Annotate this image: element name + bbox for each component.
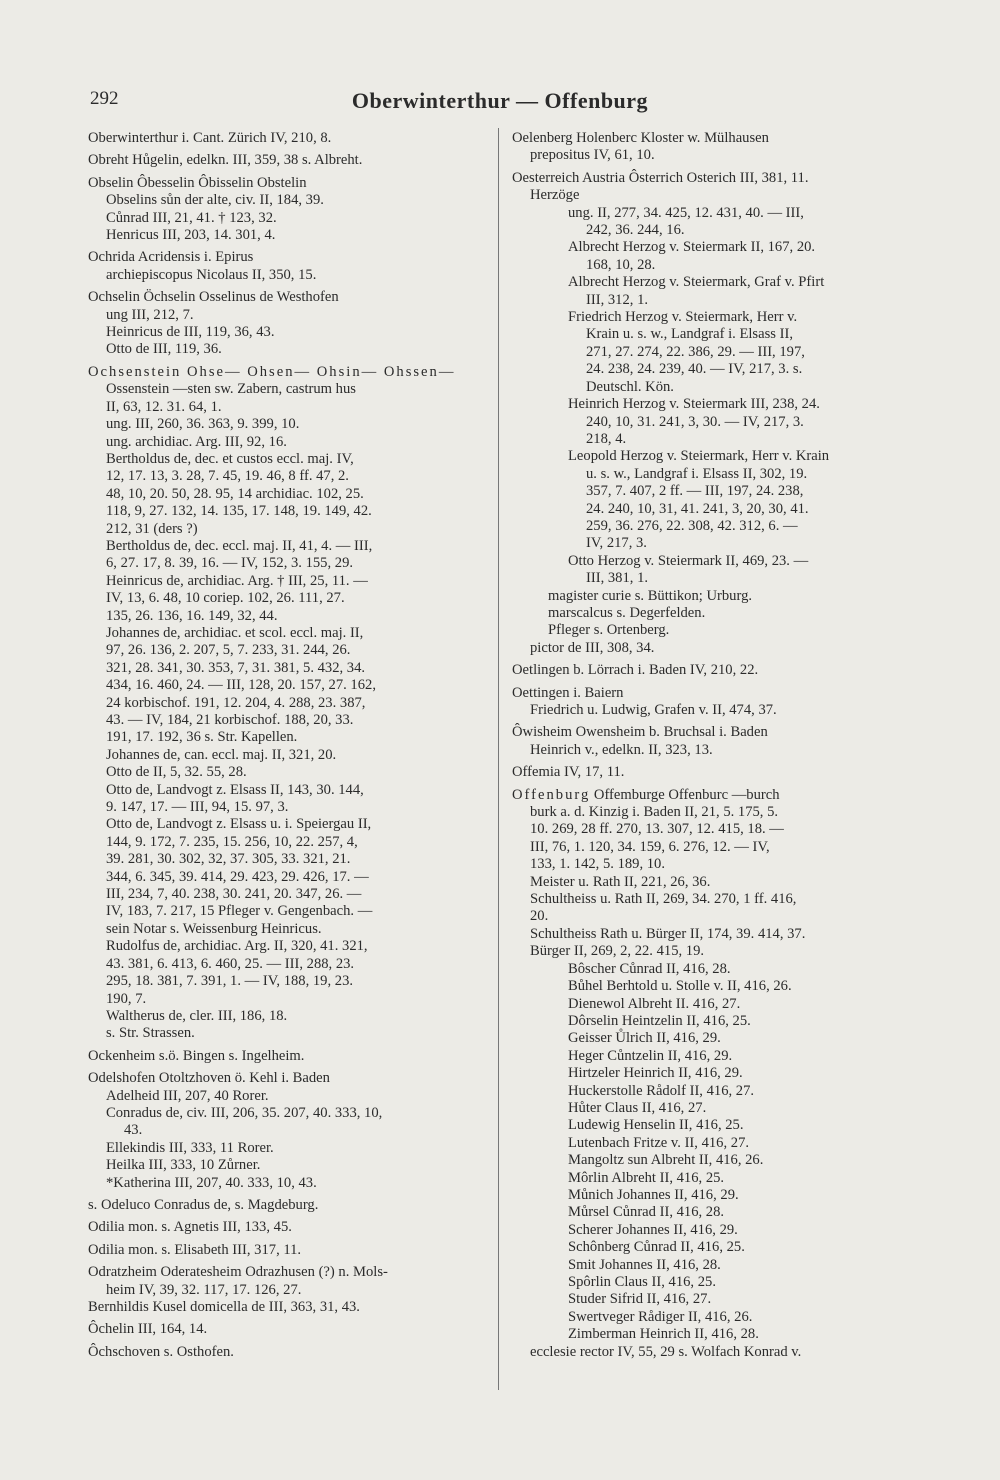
page-header	[90, 88, 910, 118]
entry-line: Heger Cůntzelin II, 416, 29.	[568, 1047, 733, 1064]
entry-line: Dienewol Albreht II. 416, 27.	[568, 995, 741, 1012]
entry-line: Spôrlin Claus II, 416, 25.	[568, 1274, 716, 1290]
entry-line: Lutenbach Fritze v. II, 416, 27.	[568, 1134, 750, 1151]
entry-line: Adelheid III, 207, 40 Rorer.	[106, 1087, 269, 1104]
entry-line: Albrecht Herzog v. Steiermark, Graf v. Pfirt	[568, 274, 825, 291]
entry-line: magister curie s. Büttikon; Urburg.	[548, 587, 753, 604]
entry-line: Otto de III, 119, 36.	[106, 341, 222, 358]
entry-line: Huckerstolle Rådolf II, 416, 27.	[568, 1082, 755, 1099]
entry-line: Otto de, Landvogt z. Elsass II, 143, 30. 144,	[106, 781, 364, 798]
entry-headword-line: Odratzheim Oderatesheim Odrazhusen (?) n. Mols-	[88, 1264, 388, 1281]
entry-line: 43.	[124, 1122, 143, 1139]
entry-line: Otto de, Landvogt z. Elsass u. i. Speiergau II,	[106, 816, 372, 833]
entry-line: Henricus III, 203, 14. 301, 4.	[106, 227, 276, 244]
entry-line: sein Notar s. Weissenburg Heinricus.	[106, 920, 322, 937]
running-title: Oberwinterthur — Offenburg	[351, 88, 649, 113]
entry-line: Friedrich u. Ludwig, Grafen v. II, 474, 37.	[530, 702, 777, 718]
entry-headword-line: Oetlingen b. Lörrach i. Baden IV, 210, 22.	[512, 662, 759, 679]
entry-headword-line: Ochsenstein Ohse— Ohsen— Ohsin— Ohssen—	[88, 363, 456, 380]
entry-line: 295, 18. 381, 7. 391, 1. — IV, 188, 19, 23.	[106, 973, 354, 990]
index-entry	[512, 662, 922, 679]
entry-line: 39. 281, 30. 302, 32, 37. 305, 33. 321, 21.	[106, 851, 351, 868]
entry-line: 212, 31 (ders ?)	[106, 520, 198, 537]
index-entry	[88, 1070, 490, 1192]
entry-line: Heinrich v., edelkn. II, 323, 13.	[530, 741, 713, 758]
entry-line: 190, 7.	[106, 990, 147, 1007]
entry-line: Cůnrad III, 21, 41. † 123, 32.	[106, 209, 277, 226]
left-column	[88, 130, 490, 1366]
entry-line: Waltherus de, cler. III, 186, 18.	[106, 1007, 288, 1024]
entry-line: Herzöge	[530, 187, 580, 204]
entry-line: Rudolfus de, archidiac. Arg. II, 320, 41. 321,	[106, 938, 368, 955]
entry-line: Hirtzeler Heinrich II, 416, 29.	[568, 1065, 743, 1082]
entry-line: heim IV, 39, 32. 117, 17. 126, 27.	[106, 1281, 302, 1298]
entry-line: Heinricus de, archidiac. Arg. † III, 25, 11. —	[106, 572, 368, 589]
entry-line: 357, 7. 407, 2 ff. — III, 197, 24. 238,	[586, 483, 804, 500]
entry-line: Ludewig Henselin II, 416, 25.	[568, 1117, 744, 1134]
entry-line: IV, 13, 6. 48, 10 coriep. 102, 26. 111, 27.	[106, 590, 345, 607]
entry-line: Johannes de, can. eccl. maj. II, 321, 20.	[106, 746, 337, 763]
entry-line: 20.	[530, 908, 549, 925]
entry-line: 218, 4.	[586, 430, 627, 447]
entry-line: Bůhel Berhtold u. Stolle v. II, 416, 26.	[568, 978, 792, 995]
entry-line: Schultheiss u. Rath II, 269, 34. 270, 1 ff. 416,	[530, 891, 797, 908]
entry-headword-line: Offenburg Offemburge Offenburc —burch	[512, 786, 780, 803]
index-entry	[88, 1242, 490, 1259]
entry-line: Můrsel Cůnrad II, 416, 28.	[568, 1204, 725, 1221]
entry-line: Dôrselin Heintzelin II, 416, 25.	[568, 1012, 751, 1029]
entry-line: archiepiscopus Nicolaus II, 350, 15.	[106, 266, 317, 283]
entry-line: 43. 381, 6. 413, 6. 460, 25. — III, 288, 23.	[106, 955, 355, 972]
entry-line: Bernhildis Kusel domicella de III, 363, 31, 43.	[88, 1299, 360, 1315]
entry-line: Geisser Ůlrich II, 416, 29.	[568, 1030, 721, 1047]
entry-line: 321, 28. 341, 30. 353, 7, 31. 381, 5. 432, 34.	[106, 659, 366, 676]
entry-line: ung. II, 277, 34. 425, 12. 431, 40. — III,	[568, 204, 804, 221]
entry-line: IV, 183, 7. 217, 15 Pfleger v. Gengenbach. —	[106, 903, 373, 920]
index-entry	[88, 1344, 490, 1361]
entry-line: Otto de II, 5, 32. 55, 28.	[106, 764, 247, 781]
entry-line: *Katherina III, 207, 40. 333, 10, 43.	[106, 1174, 317, 1191]
entry-line: Leopold Herzog v. Steiermark, Herr v. Krain	[568, 448, 830, 465]
entry-line: 10. 269, 28 ff. 270, 13. 307, 12. 415, 18. —	[530, 821, 784, 838]
entry-headword-line: Ôchelin III, 164, 14.	[88, 1321, 208, 1338]
entry-line: Schônberg Cůnrad II, 416, 25.	[568, 1239, 745, 1256]
column-divider	[498, 128, 499, 1390]
entry-line: 168, 10, 28.	[586, 256, 656, 273]
entry-line: IV, 217, 3.	[586, 535, 647, 552]
entry-line: 24. 238, 24. 239, 40. — IV, 217, 3. s.	[586, 361, 803, 378]
entry-line: 48, 10, 20. 50, 28. 95, 14 archidiac. 102, 25.	[106, 485, 364, 502]
entry-line: Bürger II, 269, 2, 22. 415, 19.	[530, 943, 705, 960]
entry-line: marscalcus s. Degerfelden.	[548, 604, 706, 621]
entry-headword-line: Ochselin Öchselin Osselinus de Westhofen	[88, 289, 339, 306]
index-entry	[88, 289, 490, 359]
entry-headword-line: Offemia IV, 17, 11.	[512, 764, 625, 781]
entry-line: Johannes de, archidiac. et scol. eccl. maj. II,	[106, 624, 364, 641]
right-column	[512, 130, 922, 1366]
entry-line: 259, 36. 276, 22. 308, 42. 312, 6. —	[586, 517, 798, 534]
index-entry	[512, 787, 922, 1361]
index-entry	[88, 1197, 490, 1214]
entry-headword-line: Oberwinterthur i. Cant. Zürich IV, 210, 8.	[88, 130, 332, 146]
entry-line: u. s. w., Landgraf i. Elsass II, 302, 19.	[586, 465, 808, 482]
entry-line: Heilka III, 333, 10 Zůrner.	[106, 1157, 261, 1174]
entry-headword-line: Oesterreich Austria Ôsterrich Osterich III, 381, 11.	[512, 169, 809, 186]
entry-line: 344, 6. 345, 39. 414, 29. 423, 29. 426, 17. —	[106, 868, 369, 885]
entry-headword-line: Oelenberg Holenberc Kloster w. Mülhausen	[512, 130, 769, 146]
entry-line: 191, 17. 192, 36 s. Str. Kapellen.	[106, 729, 298, 746]
entry-line: Heinrich Herzog v. Steiermark III, 238, 24.	[568, 396, 820, 413]
entry-line: pictor de III, 308, 34.	[530, 639, 655, 656]
entry-headword-line: s. Odeluco Conradus de, s. Magdeburg.	[88, 1196, 319, 1213]
entry-line: Bertholdus de, dec. eccl. maj. II, 41, 4. — III,	[106, 537, 373, 554]
index-entry	[88, 249, 490, 284]
entry-line: ung. III, 260, 36. 363, 9. 399, 10.	[106, 416, 300, 433]
entry-line: 97, 26. 136, 2. 207, 5, 7. 233, 31. 244, 26.	[106, 642, 351, 659]
entry-line: Mangoltz sun Albreht II, 416, 26.	[568, 1152, 764, 1169]
entry-line: 118, 9, 27. 132, 14. 135, 17. 148, 19. 149, 42.	[106, 503, 372, 520]
entry-line: Môrlin Albreht II, 416, 25.	[568, 1169, 725, 1186]
entry-headword-line: Ôchschoven s. Osthofen.	[88, 1343, 234, 1360]
entry-line: Meister u. Rath II, 221, 26, 36.	[530, 873, 711, 890]
entry-line: Ellekindis III, 333, 11 Rorer.	[106, 1139, 274, 1156]
entry-headword-line: Oettingen i. Baiern	[512, 684, 624, 701]
entry-line: III, 381, 1.	[586, 570, 649, 587]
page-number: 292	[90, 88, 119, 109]
entry-line: Můnich Johannes II, 416, 29.	[568, 1186, 739, 1203]
index-entry	[88, 1048, 490, 1065]
entry-headword-line: Obselin Ôbesselin Ôbisselin Obstelin	[88, 174, 307, 191]
entry-line: 271, 27. 274, 22. 386, 29. — III, 197,	[586, 343, 805, 360]
entry-headword-line: Odilia mon. s. Agnetis III, 133, 45.	[88, 1219, 292, 1236]
entry-line: Bertholdus de, dec. et custos eccl. maj. IV,	[106, 450, 354, 467]
entry-line: III, 234, 7, 40. 238, 30. 241, 20. 347, 26. —	[106, 886, 362, 903]
entry-line: 240, 10, 31. 241, 3, 30. — IV, 217, 3.	[586, 413, 804, 430]
entry-line: 12, 17. 13, 3. 28, 7. 45, 19. 46, 8 ff. 47, 2.	[106, 468, 349, 485]
index-entry	[88, 1264, 490, 1316]
entry-line: 24. 240, 10, 31, 41. 241, 3, 20, 30, 41.	[586, 500, 809, 517]
entry-headword-line: Ochrida Acridensis i. Epirus	[88, 249, 254, 266]
entry-line: s. Str. Strassen.	[106, 1025, 195, 1042]
entry-line: prepositus IV, 61, 10.	[530, 147, 655, 164]
entry-line: 135, 26. 136, 16. 149, 32, 44.	[106, 607, 278, 624]
entry-line: II, 63, 12. 31. 64, 1.	[106, 398, 222, 415]
entry-line: 133, 1. 142, 5. 189, 10.	[530, 856, 665, 873]
entry-line: Krain u. s. w., Landgraf i. Elsass II,	[586, 326, 793, 343]
entry-line: Bôscher Cůnrad II, 416, 28.	[568, 960, 731, 977]
entry-line: Hůter Claus II, 416, 27.	[568, 1099, 707, 1116]
entry-line: Albrecht Herzog v. Steiermark II, 167, 20.	[568, 239, 816, 256]
index-entry	[512, 130, 922, 165]
entry-headword-line: Odelshofen Otoltzhoven ö. Kehl i. Baden	[88, 1070, 330, 1087]
headword: Offenburg	[512, 786, 591, 803]
index-entry	[88, 175, 490, 245]
index-entry	[88, 1219, 490, 1236]
index-entry	[88, 130, 490, 147]
entry-line: III, 76, 1. 120, 34. 159, 6. 276, 12. — IV,	[530, 838, 770, 855]
entry-line: 43. — IV, 184, 21 korbischof. 188, 20, 33.	[106, 712, 354, 728]
entry-headword-line: Obreht Hůgelin, edelkn. III, 359, 38 s. Albreht.	[88, 152, 363, 169]
entry-line: 144, 9. 172, 7. 235, 15. 256, 10, 22. 257, 4,	[106, 833, 358, 850]
entry-line: burk a. d. Kinzig i. Baden II, 21, 5. 175, 5.	[530, 804, 779, 821]
entry-line: 434, 16. 460, 24. — III, 128, 20. 157, 27. 162,	[106, 677, 376, 694]
entry-line: Pfleger s. Ortenberg.	[548, 622, 670, 639]
entry-line: 242, 36. 244, 16.	[586, 222, 685, 239]
entry-line: Heinricus de III, 119, 36, 43.	[106, 324, 275, 341]
entry-line: Ossenstein —sten sw. Zabern, castrum hus	[106, 381, 356, 398]
entry-line: ung III, 212, 7.	[106, 306, 194, 323]
entry-line: Otto Herzog v. Steiermark II, 469, 23. —	[568, 552, 809, 569]
index-entry	[88, 152, 490, 169]
index-entry	[512, 685, 922, 720]
entry-line: Scherer Johannes II, 416, 29.	[568, 1221, 738, 1238]
entry-line: 9. 147, 17. — III, 94, 15. 97, 3.	[106, 799, 289, 816]
entry-line: ung. archidiac. Arg. III, 92, 16.	[106, 433, 287, 450]
entry-line: Conradus de, civ. III, 206, 35. 207, 40. 333, 10,	[106, 1104, 383, 1121]
entry-line: Smit Johannes II, 416, 28.	[568, 1256, 721, 1273]
entry-line: Obselins sůn der alte, civ. II, 184, 39.	[106, 192, 324, 209]
entry-line: Zimberman Heinrich II, 416, 28.	[568, 1326, 759, 1343]
index-entry	[512, 764, 922, 781]
entry-headword-line: Odilia mon. s. Elisabeth III, 317, 11.	[88, 1241, 302, 1258]
entry-line: III, 312, 1.	[586, 291, 649, 308]
entry-headword-line: Ockenheim s.ö. Bingen s. Ingelheim.	[88, 1047, 305, 1064]
entry-headword-line: Ôwisheim Owensheim b. Bruchsal i. Baden	[512, 724, 768, 741]
index-entry	[88, 1321, 490, 1338]
index-entry	[512, 724, 922, 759]
index-entry	[512, 170, 922, 657]
entry-line: Schultheiss Rath u. Bürger II, 174, 39. 414, 37.	[530, 925, 806, 942]
entry-line: Friedrich Herzog v. Steiermark, Herr v.	[568, 309, 798, 326]
entry-line: Swertveger Rådiger II, 416, 26.	[568, 1308, 753, 1325]
entry-line: Studer Sifrid II, 416, 27.	[568, 1291, 712, 1308]
entry-line: 6, 27. 17, 8. 39, 16. — IV, 152, 3. 155, 29.	[106, 555, 354, 572]
entry-line: 24 korbischof. 191, 12. 204, 4. 288, 23. 387,	[106, 694, 366, 711]
entry-line: Deutschl. Kön.	[586, 378, 674, 395]
index-entry	[88, 364, 490, 1043]
entry-line: ecclesie rector IV, 55, 29 s. Wolfach Konrad v.	[530, 1343, 802, 1360]
